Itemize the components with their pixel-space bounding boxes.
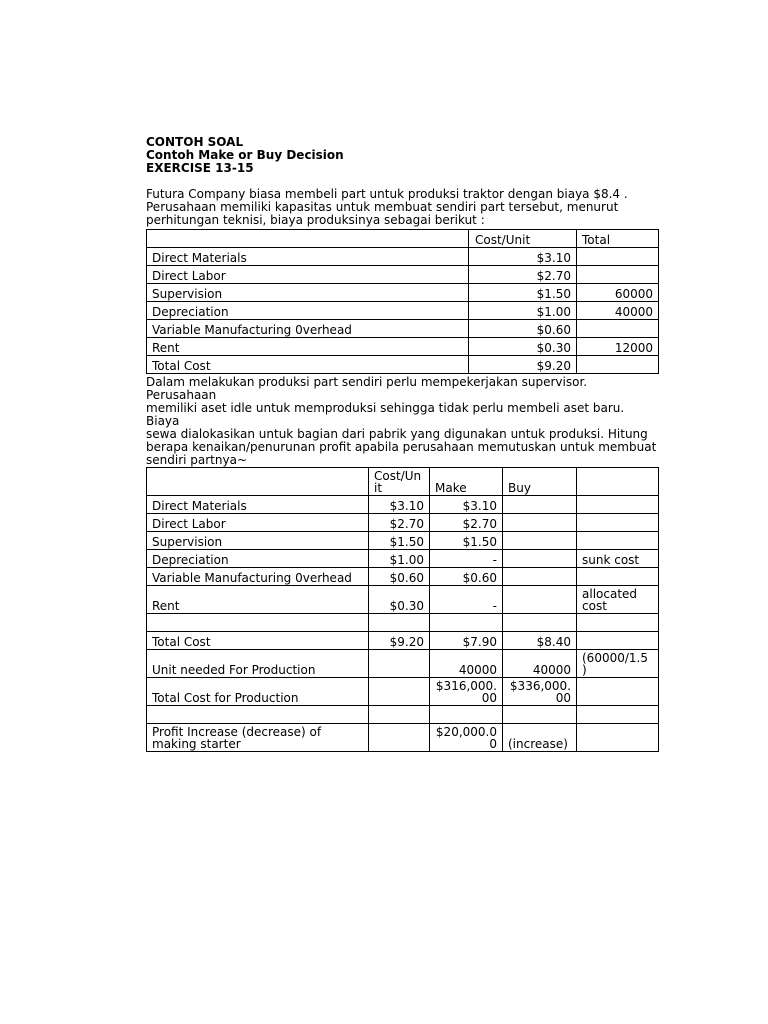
empty-row <box>147 706 659 724</box>
row-make-line-2: 0 <box>489 737 497 751</box>
header-costunit-line-1: Cost/Un <box>374 469 422 483</box>
row-buy <box>503 568 577 586</box>
row-label <box>147 724 369 752</box>
document-page <box>146 136 658 752</box>
row-label: Total Cost for Production <box>147 678 369 706</box>
row-note <box>577 496 659 514</box>
row-buy <box>503 514 577 532</box>
row-costunit: $0.60 <box>369 568 430 586</box>
row-buy <box>503 586 577 614</box>
row-buy: $8.40 <box>503 632 577 650</box>
intro-line-2: Perusahaan memiliki kapasitas untuk membuat sendiri part tersebut, menurut <box>146 200 619 214</box>
row-buy <box>503 532 577 550</box>
cost-table-header-row <box>147 230 659 248</box>
middle-line-4: berapa kenaikan/penurunan profit apabila perusahaan memutuskan untuk membuat <box>146 440 657 454</box>
row-costunit: $1.50 <box>469 284 577 302</box>
row-make: $7.90 <box>430 632 503 650</box>
table-row <box>147 568 659 586</box>
row-label: Total Cost <box>147 632 369 650</box>
table-row <box>147 496 659 514</box>
make-or-buy-header-row <box>147 468 659 496</box>
row-make: $3.10 <box>430 496 503 514</box>
make-or-buy-table <box>146 467 659 752</box>
row-make: $1.50 <box>430 532 503 550</box>
row-note-line-2: cost <box>582 599 607 613</box>
row-buy <box>503 496 577 514</box>
row-label: Unit needed For Production <box>147 650 369 678</box>
row-costunit <box>369 724 430 752</box>
row-costunit: $0.60 <box>469 320 577 338</box>
row-note <box>577 632 659 650</box>
row-label: Direct Materials <box>147 496 369 514</box>
row-costunit <box>369 650 430 678</box>
intro-paragraph <box>146 188 658 227</box>
row-make-line-1: $316,000. <box>435 679 497 693</box>
header-blank <box>147 468 369 496</box>
row-label: Direct Labor <box>147 514 369 532</box>
table-row <box>147 302 659 320</box>
row-buy <box>503 678 577 706</box>
row-make: $2.70 <box>430 514 503 532</box>
row-note-line-1: allocated <box>582 587 638 601</box>
row-make-line-2: 00 <box>481 691 497 705</box>
row-label: Supervision <box>147 284 469 302</box>
row-costunit: $1.50 <box>369 532 430 550</box>
table-row <box>147 320 659 338</box>
row-make: - <box>430 550 503 568</box>
intro-line-3: perhitungan teknisi, biaya produksinya sebagai berikut : <box>146 213 485 227</box>
row-note-line-1: (60000/1.5 <box>582 651 648 665</box>
row-note <box>577 514 659 532</box>
row-label: Total Cost <box>147 356 469 374</box>
row-label: Supervision <box>147 532 369 550</box>
row-costunit: $1.00 <box>469 302 577 320</box>
row-label: Depreciation <box>147 302 469 320</box>
header-note <box>577 468 659 496</box>
row-note <box>577 586 659 614</box>
row-note <box>577 650 659 678</box>
table-row <box>147 248 659 266</box>
row-costunit: $1.00 <box>369 550 430 568</box>
document-header <box>146 136 658 175</box>
table-row <box>147 532 659 550</box>
row-note-line-2: ) <box>582 663 587 677</box>
row-costunit: $9.20 <box>469 356 577 374</box>
middle-line-5: sendiri partnya~ <box>146 453 247 467</box>
header-buy: Buy <box>503 468 577 496</box>
row-label: Depreciation <box>147 550 369 568</box>
table-row <box>147 586 659 614</box>
row-buy: (increase) <box>503 724 577 752</box>
cost-table <box>146 229 659 374</box>
table-row <box>147 724 659 752</box>
header-make: Make <box>430 468 503 496</box>
row-total <box>577 320 659 338</box>
row-total: 12000 <box>577 338 659 356</box>
row-label: Direct Materials <box>147 248 469 266</box>
row-note: sunk cost <box>577 550 659 568</box>
row-label: Rent <box>147 338 469 356</box>
table-row <box>147 650 659 678</box>
table-row <box>147 338 659 356</box>
table-row <box>147 550 659 568</box>
row-costunit: $3.10 <box>469 248 577 266</box>
row-make <box>430 678 503 706</box>
row-note <box>577 568 659 586</box>
row-note <box>577 678 659 706</box>
header-costunit-line-2: it <box>374 481 383 495</box>
row-buy: 40000 <box>503 650 577 678</box>
row-costunit: $2.70 <box>369 514 430 532</box>
row-total <box>577 248 659 266</box>
row-costunit: $0.30 <box>469 338 577 356</box>
header-costunit <box>369 468 430 496</box>
row-label: Direct Labor <box>147 266 469 284</box>
table-row <box>147 632 659 650</box>
empty-row <box>147 614 659 632</box>
middle-line-1: Dalam melakukan produksi part sendiri perlu mempekerjakan supervisor. Perusahaan <box>146 375 588 402</box>
header-line-2: Contoh Make or Buy Decision <box>146 148 344 162</box>
intro-line-1: Futura Company biasa membeli part untuk produksi traktor dengan biaya $8.4 . <box>146 187 628 201</box>
row-total: 60000 <box>577 284 659 302</box>
table-row <box>147 356 659 374</box>
cost-table-header-costunit: Cost/Unit <box>469 230 577 248</box>
row-label: Variable Manufacturing 0verhead <box>147 320 469 338</box>
table-row <box>147 266 659 284</box>
row-costunit: $3.10 <box>369 496 430 514</box>
row-note <box>577 532 659 550</box>
row-costunit: $0.30 <box>369 586 430 614</box>
row-costunit: $9.20 <box>369 632 430 650</box>
table-row <box>147 514 659 532</box>
row-buy <box>503 550 577 568</box>
table-row <box>147 284 659 302</box>
cost-table-header-total: Total <box>577 230 659 248</box>
row-label-line-2: making starter <box>152 737 241 751</box>
row-note <box>577 724 659 752</box>
row-label: Variable Manufacturing 0verhead <box>147 568 369 586</box>
table-row <box>147 678 659 706</box>
row-total <box>577 356 659 374</box>
row-buy-line-2: 00 <box>555 691 571 705</box>
row-total <box>577 266 659 284</box>
header-line-3: EXERCISE 13-15 <box>146 161 254 175</box>
row-label-line-1: Profit Increase (decrease) of <box>152 725 322 739</box>
row-costunit <box>369 678 430 706</box>
middle-line-3: sewa dialokasikan untuk bagian dari pabrik yang digunakan untuk produksi. Hitung <box>146 427 648 441</box>
row-make: - <box>430 586 503 614</box>
row-total: 40000 <box>577 302 659 320</box>
row-make-line-1: $20,000.0 <box>435 725 497 739</box>
row-costunit: $2.70 <box>469 266 577 284</box>
row-make: $0.60 <box>430 568 503 586</box>
row-make: 40000 <box>430 650 503 678</box>
row-make <box>430 724 503 752</box>
row-label: Rent <box>147 586 369 614</box>
header-line-1: CONTOH SOAL <box>146 135 244 149</box>
middle-line-2: memiliki aset idle untuk memproduksi sehingga tidak perlu membeli aset baru. Biaya <box>146 401 625 428</box>
middle-paragraph <box>146 376 658 467</box>
row-buy-line-1: $336,000. <box>509 679 571 693</box>
cost-table-header-label <box>147 230 469 248</box>
